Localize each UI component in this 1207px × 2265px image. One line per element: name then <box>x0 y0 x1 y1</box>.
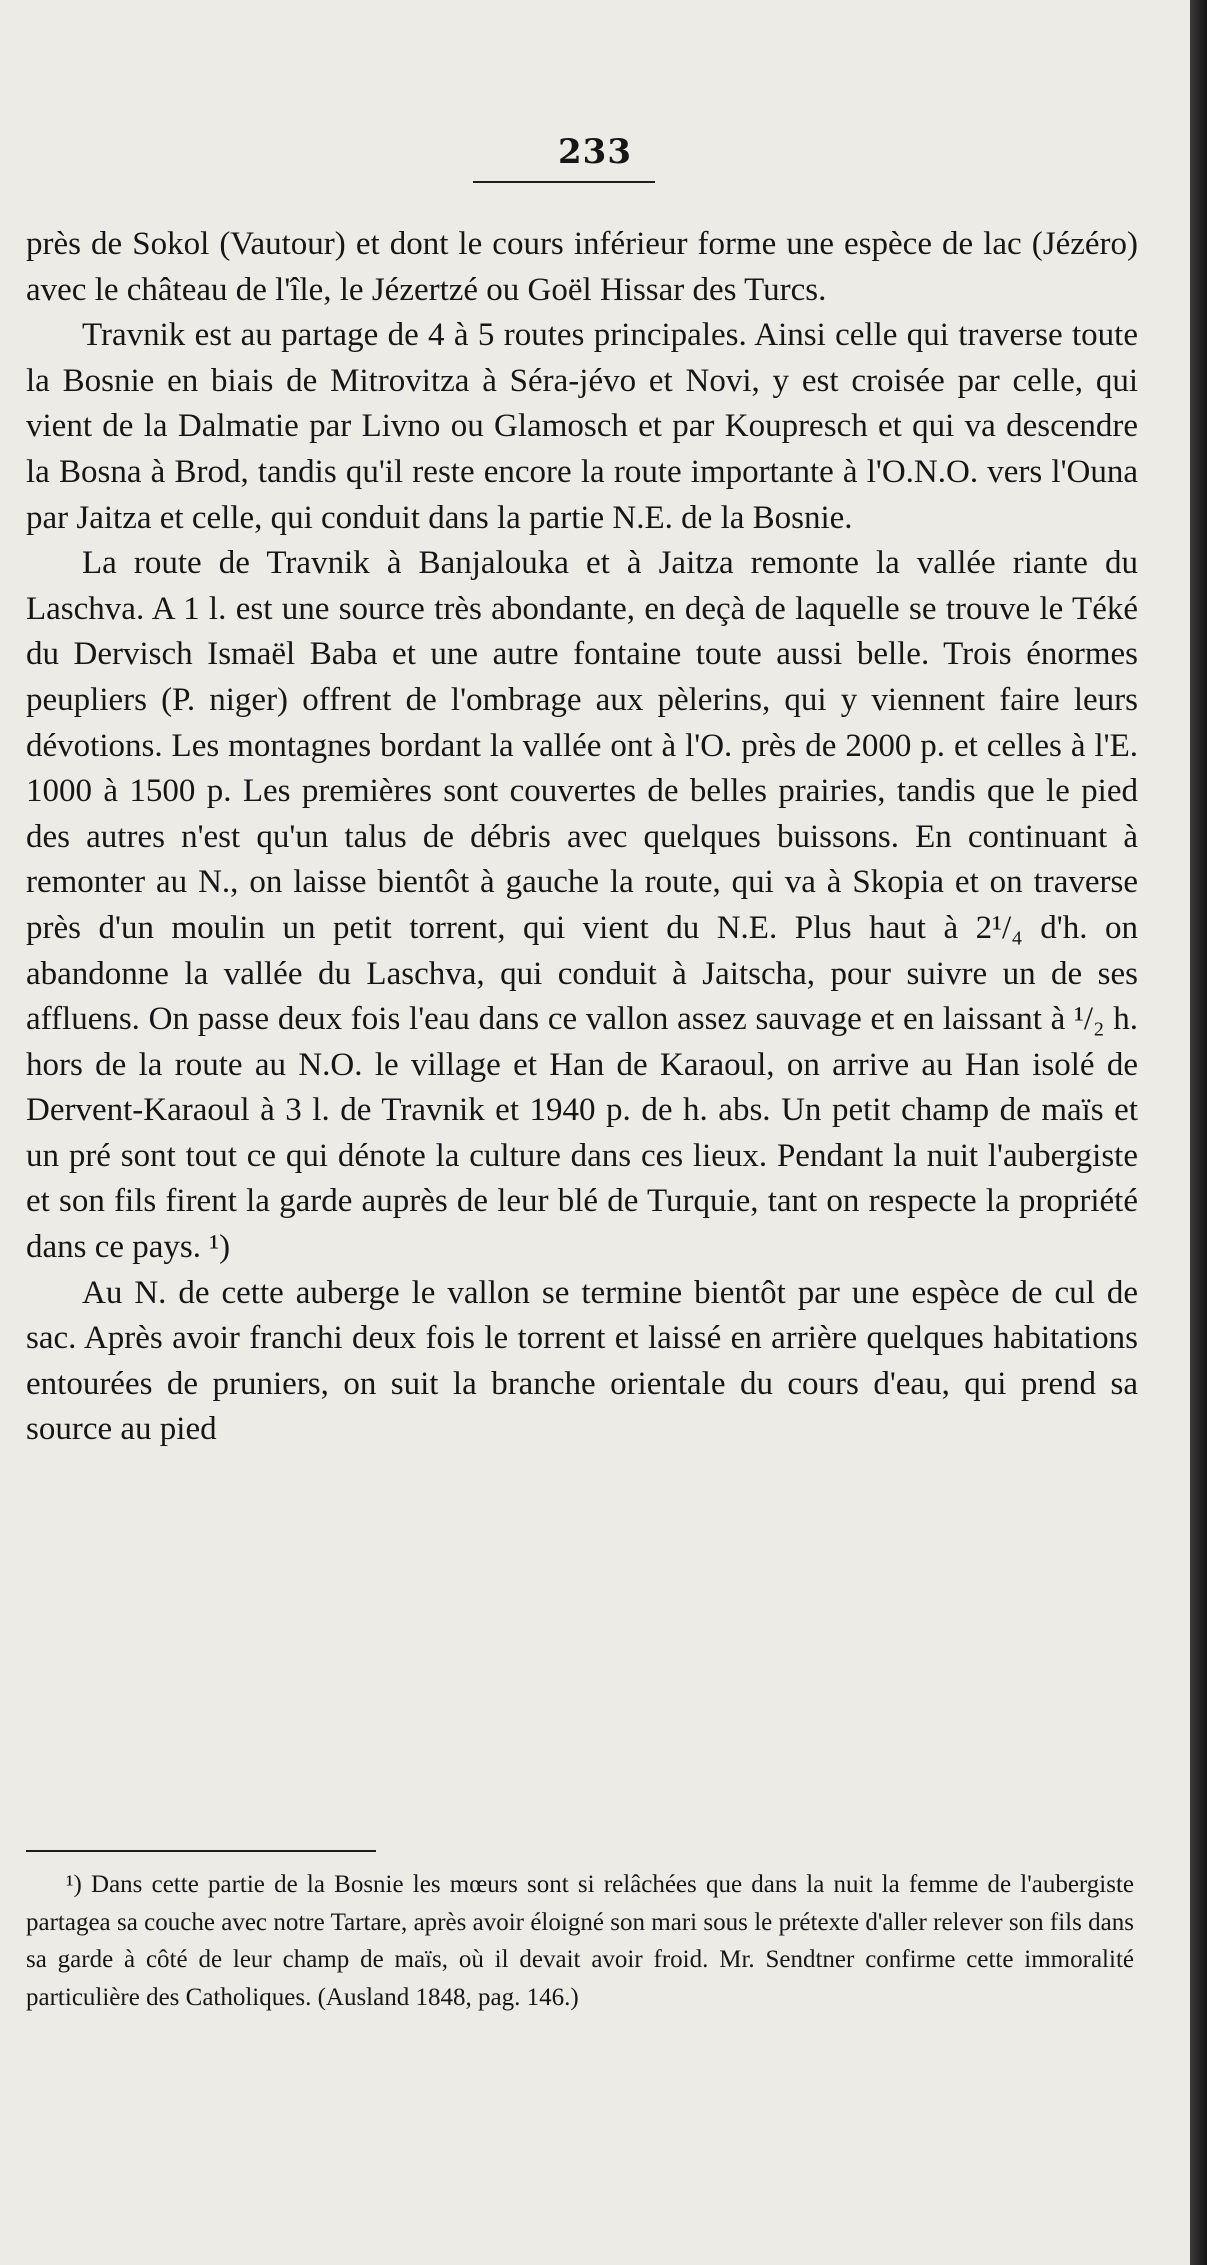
footnotes <box>26 1866 1134 2016</box>
binding-edge <box>1190 0 1207 2265</box>
paragraph: Travnik est au partage de 4 à 5 routes principales. Ainsi celle qui traverse toute la Bosnie en biais de Mitrovitza à Séra-jévo et Novi, y est croisée par celle, qui vient de la Dalmatie par Livno ou Glamosch et par Koupresch et qui va descendre la Bosna à Brod, tandis qu'il reste encore la route importante à l'O.N.O. vers l'Ouna par Jaitza et celle, qui conduit dans la partie N.E. de la Bosnie. <box>26 317 1138 536</box>
paragraph: La route de Travnik à Banjalouka et à Jaitza remonte la vallée riante du Laschva. A 1 l. est une source très abondante, en deçà de laquelle se trouve le Téké du Dervisch Ismaël Baba et une autre fontaine toute aussi belle. Trois énormes peupliers (P. niger) offrent de l'ombrage aux pèlerins, qui y viennent faire leurs dévotions. Les montagnes bordant la vallée ont à l'O. près de 2000 p. et celles à l'E. 1000 à 1500 p. Les premières sont couvertes de belles prairies, tandis que le pied des autres n'est qu'un talus de débris avec quelques buissons. En continuant à remonter au N., on laisse bientôt à gauche la route, qui va à Skopia et on traverse près d'un moulin un petit torrent, qui vient du N.E. Plus haut à 2¹/₄ d'h. on abandonne la vallée du Laschva, qui conduit à Jaitscha, pour suivre un de ses affluens. On passe deux fois l'eau dans ce vallon assez sauvage et en laissant à ¹/₂ h. hors de la route au N.O. le village et Han de Karaoul, on arrive au Han isolé de Dervent-Karaoul à 3 l. de Travnik et 1940 p. de h. abs. Un petit champ de maïs et un pré sont tout ce qui dénote la culture dans ces lieux. Pendant la nuit l'aubergiste et son fils firent la garde auprès de leur blé de Turquie, tant on respecte la propriété dans ce pays. ¹) <box>26 545 1138 1266</box>
paragraph: Au N. de cette auberge le vallon se termine bientôt par une espèce de cul de sac. Après avoir franchi deux fois le torrent et laissé en arrière quelques habitations entourées de pruniers, on suit la branche orientale du cours d'eau, qui prend sa source au pied <box>26 1274 1138 1448</box>
footnote-mark: ¹) <box>66 1871 82 1898</box>
footnote <box>26 1866 1134 2016</box>
body-text <box>26 222 1138 1453</box>
footnote-text: Dans cette partie de la Bosnie les mœurs sont si relâchées que dans la nuit la femme de l'aubergiste partagea sa couche avec notre Tartare, après avoir éloigné son mari sous le prétexte d'aller relever son fils dans sa garde à côté de leur champ de maïs, où il devait avoir froid. Mr. Sendtner confirme cette immoralité particulière des Catholiques. (Ausland 1848, pag. 146.) <box>26 1871 1135 2011</box>
header-rule <box>473 181 655 183</box>
footnote-rule <box>26 1850 376 1852</box>
paragraph: près de Sokol (Vautour) et dont le cours inférieur forme une espèce de lac (Jézéro) avec le château de l'île, le Jézertzé ou Goël Hissar des Turcs. <box>26 226 1138 308</box>
page-number: 233 <box>558 132 632 172</box>
